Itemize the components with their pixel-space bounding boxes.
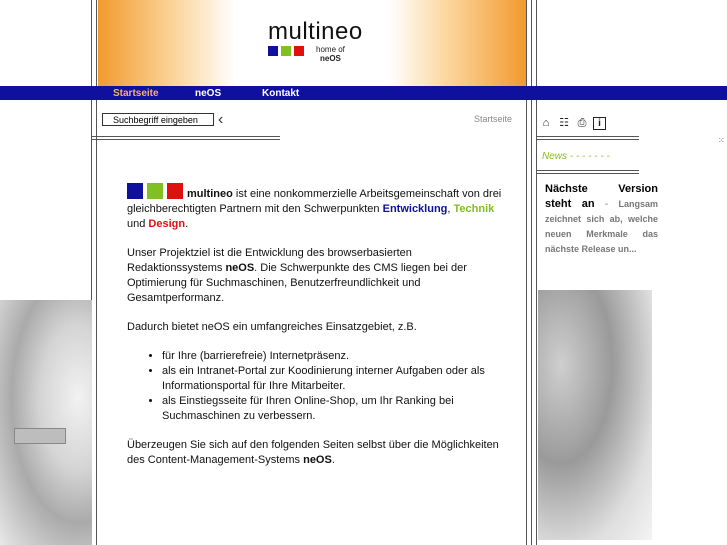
- closing-end: .: [331, 454, 335, 466]
- list-item: • als Einstiegsseite für Ihren Online-Shop, um Ihr Ranking bei Suchmaschinen zu verbessern.: [162, 394, 502, 424]
- intro-brand: multineo: [187, 188, 233, 200]
- mid-divider-outer: [526, 0, 527, 545]
- edge-marker: ⁙: [718, 136, 725, 145]
- intro-blue-square: [127, 183, 143, 199]
- nav-neos[interactable]: neOS: [195, 88, 222, 99]
- cable-photo-right: [538, 290, 652, 540]
- logo-title[interactable]: multineo: [268, 18, 363, 45]
- news-dash: -: [594, 199, 619, 210]
- closing-paragraph: [127, 438, 502, 468]
- logo-tagline: [316, 45, 345, 63]
- cable-photo-left: [0, 300, 92, 545]
- focus-sep2: und: [127, 218, 149, 230]
- news-rule-1: [537, 170, 639, 171]
- nav-startseite[interactable]: Startseite: [113, 88, 159, 99]
- intro-paragraph: [127, 183, 502, 232]
- info-icon[interactable]: i: [593, 117, 606, 130]
- goal-rest: . Die Schwerpunkte des CMS liegen bei der Optimierung für Suchmaschinen, Benutzerfreundlichkeit und Gesamtperformanz.: [127, 262, 467, 304]
- logo-red-square: [294, 46, 304, 56]
- left-divider-inner: [96, 0, 97, 545]
- nav-kontakt[interactable]: Kontakt: [262, 88, 300, 99]
- logo-green-square: [281, 46, 291, 56]
- main-content: [127, 183, 502, 482]
- intro-end: .: [185, 218, 189, 230]
- cable-connector-shape: [14, 428, 66, 444]
- logo-tagline-line2: neOS: [320, 54, 341, 63]
- search-input[interactable]: Suchbegriff eingeben: [102, 113, 214, 126]
- list-item: • als ein Intranet-Portal zur Koodinierung interner Aufgaben oder als Informationsportal für Ihre Mitarbeiter.: [162, 364, 502, 394]
- breadcrumb: Startseite: [474, 114, 513, 124]
- closing-brand: neOS: [303, 454, 332, 466]
- goal-text: Unser Projektziel ist die Entwicklung des browserbasierten Redaktionssystems: [127, 247, 412, 274]
- content-rule-2: [92, 139, 280, 140]
- mid-divider-inner: [531, 0, 532, 545]
- search-go-icon[interactable]: ‹: [218, 111, 224, 128]
- nav-bar: [0, 86, 727, 100]
- intro-green-square: [147, 183, 163, 199]
- news-title[interactable]: Nächste Version steht an: [545, 183, 658, 210]
- closing-text: Überzeugen Sie sich auf den folgenden Seiten selbst über die Möglichkeiten des Content-Management-Systems: [127, 439, 499, 466]
- list-item: • für Ihre (barrierefreie) Internetpräsenz.: [162, 349, 502, 364]
- home-icon[interactable]: ⌂: [542, 117, 550, 129]
- logo-squares: [268, 46, 308, 58]
- sitemap-icon[interactable]: ☷: [559, 117, 569, 129]
- intro-text: ist eine nonkommerzielle Arbeitsgemeinschaft von drei gleichberechtigten Partnern mit den Schwerpunkten: [127, 188, 502, 215]
- usage-paragraph: Dadurch bietet neOS ein umfangreiches Einsatzgebiet, z.B.: [127, 321, 417, 333]
- goal-brand: neOS: [225, 262, 255, 274]
- sidebar-rule-2: [537, 139, 639, 140]
- content-rule-1: [92, 136, 280, 137]
- logo-tagline-line1: home of: [316, 45, 345, 54]
- sidebar-rule-1: [537, 136, 639, 137]
- news-teaser[interactable]: Langsam zeichnet sich ab, welche neuen Merkmale das nächste Release un...: [545, 199, 658, 254]
- intro-red-square: [167, 183, 183, 199]
- usage-list: [127, 349, 502, 424]
- news-rule-2: [537, 173, 639, 174]
- print-icon[interactable]: ⎙: [577, 117, 587, 129]
- focus-entwicklung: Entwicklung: [382, 203, 448, 215]
- mid-divider-third: [536, 0, 537, 545]
- news-heading: News - - - - - - -: [542, 151, 610, 162]
- focus-design: Design: [148, 218, 186, 230]
- focus-technik: Technik: [453, 203, 495, 215]
- tool-icons: [539, 113, 610, 131]
- focus-sep1: ,: [447, 203, 454, 215]
- goal-paragraph: [127, 246, 502, 306]
- logo-blue-square: [268, 46, 278, 56]
- news-item[interactable]: [545, 182, 658, 257]
